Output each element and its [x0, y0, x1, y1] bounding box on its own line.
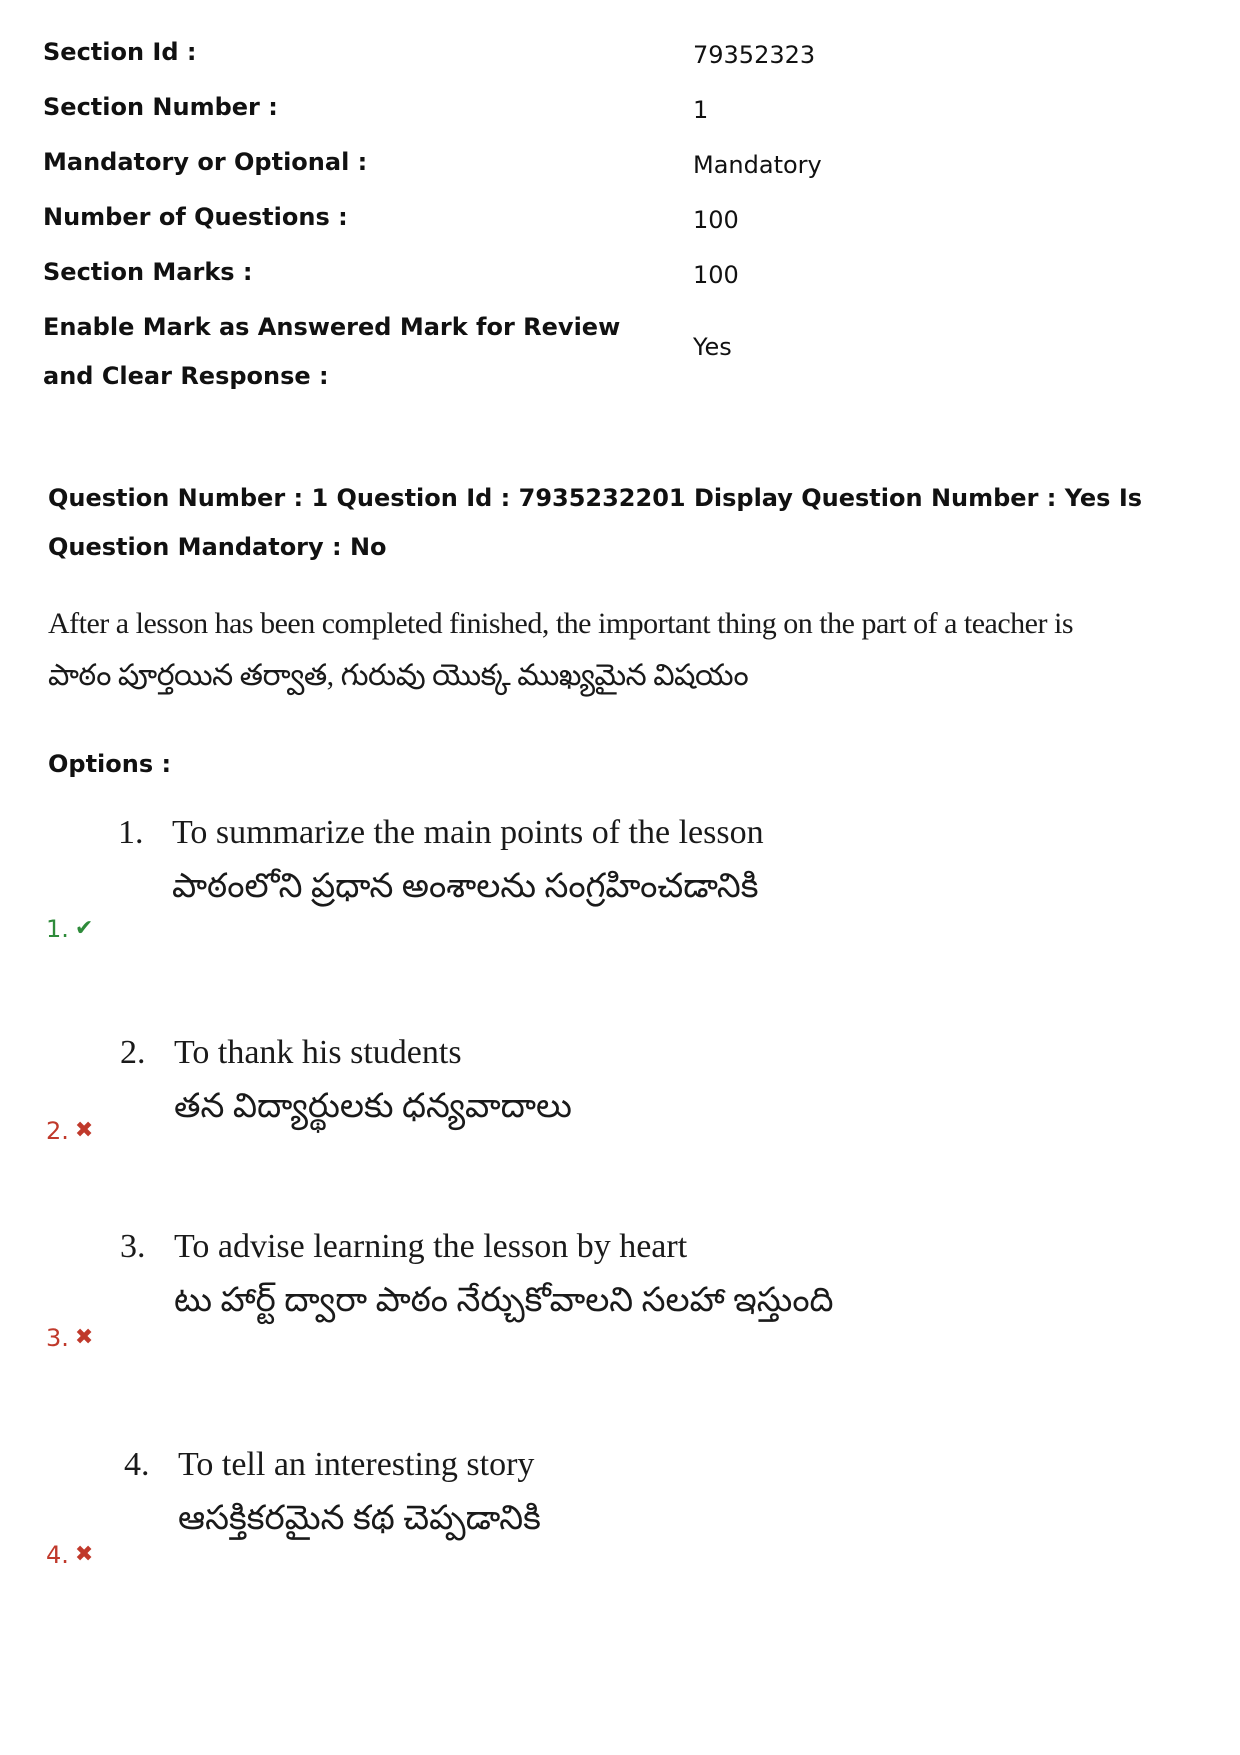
- option-1-marker-number: 1.: [46, 915, 69, 943]
- option-1[interactable]: [0, 806, 1240, 966]
- option-4-number: 4.: [124, 1446, 150, 1483]
- option-3[interactable]: [0, 1220, 1240, 1370]
- option-3-marker-number: 3.: [46, 1324, 69, 1352]
- option-1-english: To summarize the main points of the lesson: [172, 814, 764, 851]
- option-3-english: To advise learning the lesson by heart: [174, 1228, 688, 1265]
- option-2-marker: [46, 1116, 93, 1146]
- section-marks-row: [43, 248, 1193, 303]
- option-1-content: [118, 806, 764, 914]
- option-1-number: 1.: [118, 814, 144, 851]
- cross-icon: ✖: [74, 1542, 94, 1567]
- question-text-telugu: పాఠం పూర్తయిన తర్వాత, గురువు యొక్క ముఖ్యమైన విషయం: [48, 659, 749, 692]
- option-4-content: [124, 1438, 541, 1546]
- section-id-label: Section Id :: [43, 38, 197, 66]
- section-id-row: [43, 28, 1193, 83]
- mandatory-row: [43, 138, 1193, 193]
- option-2-content: [120, 1026, 572, 1134]
- section-id-value: 79352323: [693, 41, 816, 69]
- section-marks-label: Section Marks :: [43, 258, 253, 286]
- option-2-marker-number: 2.: [46, 1117, 69, 1145]
- options-label: Options :: [48, 750, 172, 778]
- option-2-number: 2.: [120, 1034, 146, 1071]
- option-2-telugu: తన విద్యార్థులకు ధన్యవాదాలు: [174, 1088, 572, 1125]
- option-2[interactable]: [0, 1026, 1240, 1166]
- section-number-value: 1: [693, 96, 709, 124]
- option-2-english: To thank his students: [174, 1034, 462, 1071]
- option-3-content: [120, 1220, 834, 1328]
- enable-mark-row: [43, 303, 1193, 403]
- option-3-marker: [46, 1323, 93, 1353]
- question-header: Question Number : 1 Question Id : 7935232201 Display Question Number : Yes Is Question Mandatory : No: [48, 484, 1143, 561]
- section-number-label: Section Number :: [43, 93, 278, 121]
- mandatory-label: Mandatory or Optional :: [43, 148, 368, 176]
- number-of-questions-value: 100: [693, 206, 739, 234]
- section-marks-value: 100: [693, 261, 739, 289]
- enable-mark-value: Yes: [693, 333, 732, 361]
- cross-icon: ✖: [74, 1325, 94, 1350]
- cross-icon: ✖: [74, 1118, 94, 1143]
- option-1-telugu: పాఠంలోని ప్రధాన అంశాలను సంగ్రహించడానికి: [172, 868, 759, 905]
- number-of-questions-row: [43, 193, 1193, 248]
- mandatory-value: Mandatory: [693, 151, 822, 179]
- question-text-english: After a lesson has been completed finished, the important thing on the part of a teacher is: [48, 607, 1073, 640]
- check-icon: ✔: [74, 916, 94, 941]
- option-4[interactable]: [0, 1438, 1240, 1588]
- option-4-telugu: ఆసక్తికరమైన కథ చెప్పడానికి: [178, 1500, 541, 1537]
- question-text: [48, 598, 1148, 702]
- option-3-number: 3.: [120, 1228, 146, 1265]
- section-details-table: [43, 28, 1193, 403]
- option-4-marker: [46, 1540, 93, 1570]
- section-number-row: [43, 83, 1193, 138]
- number-of-questions-label: Number of Questions :: [43, 203, 348, 231]
- option-4-marker-number: 4.: [46, 1541, 69, 1569]
- option-3-telugu: టు హార్ట్ ద్వారా పాఠం నేర్చుకోవాలని సలహా ఇస్తుంది: [174, 1282, 834, 1319]
- option-4-english: To tell an interesting story: [178, 1446, 535, 1483]
- enable-mark-label: Enable Mark as Answered Mark for Review and Clear Response :: [43, 313, 621, 390]
- option-1-marker: [46, 914, 93, 944]
